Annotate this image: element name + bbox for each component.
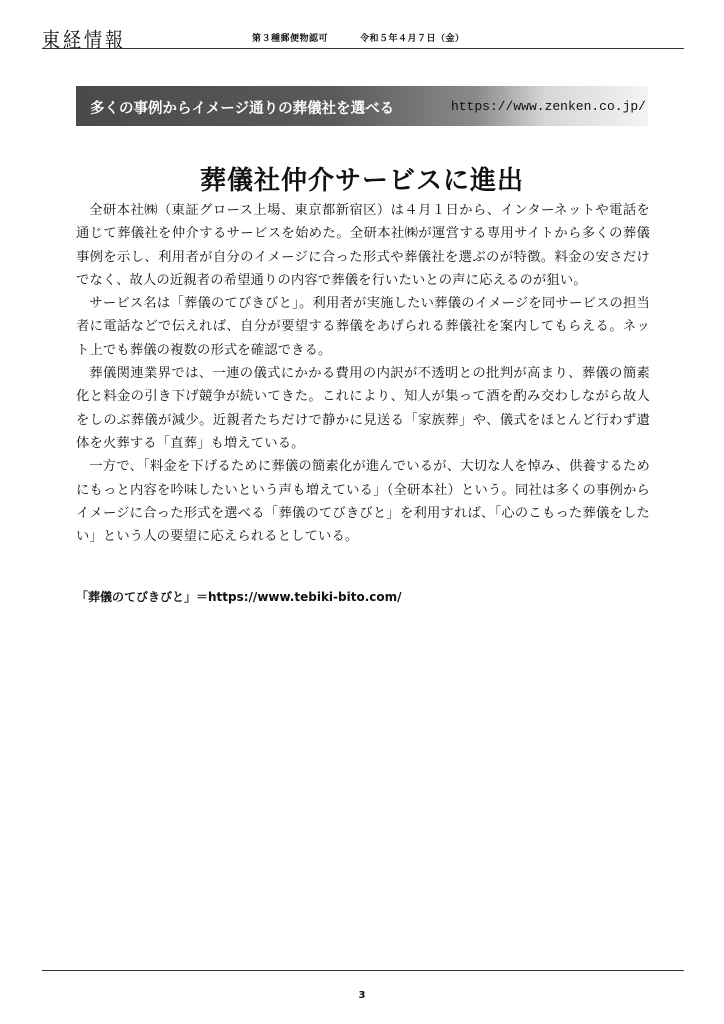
- postal-permit: 第３種郵便物認可: [252, 34, 329, 44]
- article-paragraph: 一方で、「料金を下げるために葬儀の簡素化が進んでいるが、大切な人を悼み、供養するためにもっと内容を吟味したいという声も増えている」（全研本社）という。同社は多くの事例からイメージに合った形式を選べる「葬儀のてびきびと」を利用すれば、「心のこもった葬儀をしたい」という人の要望に応えられるとしている。: [76, 459, 650, 545]
- page-number: 3: [358, 990, 366, 1001]
- header-divider: [42, 48, 684, 49]
- publication-title: 東経情報: [42, 28, 126, 53]
- service-link-note[interactable]: 「葬儀のてびきびと」＝https://www.tebiki-bito.com/: [76, 590, 402, 604]
- article-paragraph: サービス名は「葬儀のてびきびと」。利用者が実施したい葬儀のイメージを同サービスの担当者に電話などで伝えれば、自分が要望する葬儀をあげられる葬儀社を案内してもらえる。ネット上でも葬儀の複数の形式を確認できる。: [76, 296, 650, 358]
- masthead: [42, 26, 684, 53]
- banner-url[interactable]: https://www.zenken.co.jp/: [450, 99, 646, 114]
- article-paragraph: 全研本社㈱（東証グロース上場、東京都新宿区）は４月１日から、インターネットや電話を通じて葬儀社を仲介するサービスを始めた。全研本社㈱が運営する専用サイトから多くの葬儀事例を示し、利用者が自分のイメージに合った形式や葬儀社を選ぶのが特徴。料金の安さだけでなく、故人の近親者の希望通りの内容で葬儀を行いたいとの声に応えるのが狙い。: [76, 203, 650, 288]
- banner-tagline: 多くの事例からイメージ通りの葬儀社を選べる: [90, 101, 395, 117]
- issue-date: 令和５年４月７日（金）: [360, 34, 465, 44]
- footer-divider: [42, 970, 684, 971]
- promo-banner: [76, 86, 648, 126]
- article-paragraph: 葬儀関連業界では、一連の儀式にかかる費用の内訳が不透明との批判が高まり、葬儀の簡素化と料金の引き下げ競争が続いてきた。これにより、知人が集って酒を酌み交わしながら故人をしのぶ葬儀が減少。近親者たちだけで静かに見送る「家族葬」や、儀式をほとんど行わず遺体を火葬する「直葬」も増えている。: [76, 366, 650, 451]
- article-headline: 葬儀社仲介サービスに進出: [199, 166, 524, 197]
- article-body: [76, 199, 650, 548]
